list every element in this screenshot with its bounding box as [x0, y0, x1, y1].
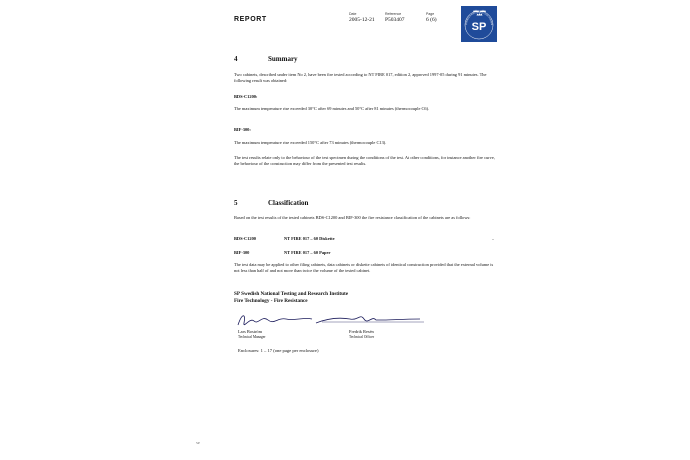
classification-number: 5 — [234, 199, 238, 207]
institute-name: SP Swedish National Testing and Research Institute — [234, 291, 349, 297]
summary-title: Summary — [268, 55, 298, 63]
logo-text: SP — [471, 21, 487, 33]
signatures-graphic — [234, 311, 434, 331]
enclosures-line: Enclosures: 1 – 17 (one page per enclosure) — [238, 348, 319, 353]
classification-note: The test data may be applied to other filing cabinets, data cabinets or diskette cabinets of identical construction provided that the external volume is not less than half of and not more than twice the volume of the tested cabinet. — [234, 262, 494, 274]
signatory-1-name: Lars Boström — [238, 329, 263, 334]
reference-value: P503407 — [385, 17, 405, 23]
summary-note: The test results relate only to the behaviour of the test specimen during the conditions of the test. At other conditions, for instance another fire curve, the behaviour of the construction may differ from the presented test results. — [234, 155, 495, 167]
page-mark — [492, 239, 494, 240]
signatory-2-role: Technical Officer — [349, 335, 375, 339]
classification-intro: Based on the test results of the tested cabinets BDS-C1200 and BIF-300 the fire resistance classification of the cabinets are as follows: — [234, 215, 471, 220]
side-mark: SP — [196, 441, 200, 445]
reference-label: Reference — [385, 12, 402, 16]
classification-title: Classification — [268, 199, 309, 207]
institute-department: Fire Technology - Fire Resistance — [234, 298, 308, 304]
summary-item1-label: BDS-C1200: — [234, 94, 258, 99]
summary-item1-text: The maximum temperature rise exceeded 30°C after 69 minutes and 50°C after 81 minutes (thermocouple C6). — [234, 106, 430, 111]
summary-intro: Two cabinets, described under item No 2, have been fire tested according to NT FIRE 017, edition 2, approved 1997-05 during 91 minutes. The following result was obtained: — [234, 72, 487, 84]
signatory-2-name: Fredrik Resén — [349, 329, 374, 334]
classification-row-1-model: BDS-C1200 — [234, 236, 256, 241]
logo-ring-text: SVERIGES PROVNINGS- OCH FORSKN — [465, 11, 493, 26]
date-value: 2005-12-21 — [349, 17, 375, 23]
classification-row-2-class: NT FIRE 017 – 60 Paper — [284, 250, 331, 255]
date-label: Date — [349, 12, 357, 16]
signature-1 — [238, 316, 312, 325]
sp-logo-graphic — [461, 6, 497, 42]
summary-item2-text: The maximum temperature rise exceeded 150°C after 73 minutes (thermocouple C13). — [234, 140, 387, 145]
classification-row-2-model: BIF-300 — [234, 250, 250, 255]
classification-row-1-class: NT FIRE 017 – 60 Diskette — [284, 236, 335, 241]
sp-logo — [461, 6, 497, 42]
summary-number: 4 — [234, 55, 238, 63]
report-title: REPORT — [234, 16, 267, 23]
signatory-1-role: Technical Manager — [238, 335, 266, 339]
page-value: 6 (6) — [426, 17, 437, 23]
summary-item2-label: BIF-300: — [234, 127, 251, 132]
page-label: Page — [426, 12, 435, 16]
